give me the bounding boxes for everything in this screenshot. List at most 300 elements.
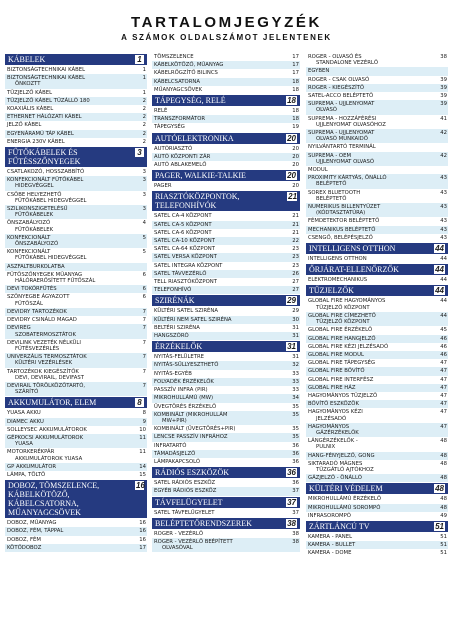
- entry-label: [7, 67, 136, 73]
- entry-label-line: MIKROHULLÁMÚ (MW): [154, 395, 214, 402]
- page-subtitle: A SZÁMOK OLDALSZÁMOT JELENTENEK: [121, 33, 332, 42]
- section-header: [152, 133, 300, 144]
- entry-label: [308, 438, 437, 450]
- entry-label-line: UJJLENYOMAT OLVASÓHOZ: [316, 121, 386, 128]
- entry-label: [7, 317, 136, 323]
- entry-page-number: 51: [440, 533, 447, 540]
- entry-label: [154, 379, 289, 385]
- entry-label-line: DEVIDRY TARTOZÉKOK: [7, 308, 67, 315]
- toc-entry: [306, 203, 448, 217]
- entry-page-number: 44: [440, 256, 447, 263]
- entry-label-line: TÁMADÁSJELZŐ: [154, 450, 196, 457]
- entry-label-line: TELL RIASZTÓKÖZPONT: [154, 279, 217, 286]
- entry-label-line: EGYÉB RÁDIÓS ESZKÖZ: [154, 488, 217, 495]
- entry-label: [308, 377, 437, 383]
- entry-label: [154, 246, 289, 252]
- entry-label-line: SOLLEYSEC AKKUMULÁTOROK: [7, 426, 87, 433]
- toc-entry: [5, 409, 147, 417]
- toc-entry: [5, 368, 147, 382]
- section-header: [152, 170, 300, 181]
- section-page-number: 8: [135, 398, 144, 407]
- toc-entry: [5, 285, 147, 293]
- entry-label-line: BELÉPTETŐ: [316, 195, 347, 202]
- toc-entry: [152, 370, 300, 378]
- toc-entry: [5, 426, 147, 434]
- entry-label: [7, 169, 136, 175]
- entry-label: [154, 183, 289, 189]
- entry-label: [7, 369, 136, 381]
- entry-label: [154, 108, 289, 114]
- toc-entry: [306, 367, 448, 375]
- toc-entry: [5, 463, 147, 471]
- entry-label-line: ASZFALTBURKOLATBA: [7, 263, 65, 270]
- entry-label-line: MŰANYAGCSÖVEK: [154, 86, 203, 93]
- section-page-number: 16: [136, 481, 145, 491]
- entry-label-line: SATEL CA-6 KÖZPONT: [154, 229, 212, 236]
- entry-label-line: DEVI TOKÓRFÜTÉS: [7, 286, 57, 293]
- entry-label-line: (KÓDTASZTATÚRA): [316, 210, 366, 217]
- entry-label-line: PROXIMITY KÁRTYÁS, ÖNÁLLÓ: [308, 175, 387, 182]
- entry-label-line: SOREX BLUETOOTH: [308, 189, 361, 196]
- entry-page-number: 17: [292, 70, 299, 77]
- entry-label: [154, 154, 289, 160]
- entry-label-line: SATEL INTEGRA KÖZPONT: [154, 262, 223, 269]
- entry-label: [308, 190, 437, 202]
- entry-page-number: 48: [440, 460, 447, 467]
- entry-label: [308, 385, 437, 391]
- entry-label: [308, 101, 437, 113]
- entry-page-number: 7: [142, 308, 146, 315]
- entry-page-number: 42: [440, 130, 447, 137]
- entry-label-line: TRANSZFORMÁTOR: [154, 116, 206, 123]
- entry-page-number: 33: [292, 378, 299, 385]
- entry-page-number: 21: [292, 213, 299, 220]
- entry-label: [308, 277, 437, 283]
- entry-label-line: BIZTONSÁGTECHNIKAI KÁBEL: [7, 75, 86, 82]
- entry-page-number: 43: [440, 189, 447, 196]
- entry-page-number: 3: [142, 206, 146, 213]
- entry-label-line: ROGER - OLVASÓ ÉS: [308, 54, 362, 60]
- entry-label-line: LÁMPAKAPCSOLÓ: [154, 458, 201, 465]
- entry-label: [154, 412, 289, 424]
- toc-entry: [152, 378, 300, 386]
- toc-entry: [152, 145, 300, 153]
- toc-entry: [306, 549, 448, 557]
- entry-label: [308, 336, 437, 342]
- entry-label: [154, 116, 289, 122]
- entry-label-line: BIZTONSÁGTECHNIKAI KÁBEL: [7, 67, 86, 73]
- toc-entry: [5, 471, 147, 479]
- entry-page-number: 35: [292, 434, 299, 441]
- section-title: KÁBELEK: [8, 55, 46, 64]
- entry-label-line: EGYENÁRAMÚ TÁP KÁBEL: [7, 130, 74, 137]
- entry-label: [308, 204, 437, 216]
- toc-entry: [5, 248, 147, 262]
- entry-label-line: SIKTARADÓ MÁGNES: [308, 460, 363, 467]
- entry-label: [7, 419, 136, 425]
- entry-page-number: 20: [292, 145, 299, 152]
- toc-entry: [152, 509, 300, 517]
- entry-label-line: ROGER - CSAK OLVASÓ: [308, 76, 370, 83]
- toc-entry: [306, 166, 448, 174]
- entry-label-line: GLOBAL FIRE HANGJELZŐ: [308, 335, 376, 342]
- entry-page-number: 47: [440, 401, 447, 408]
- entry-label-line: KÁBELCSATORNA: [154, 78, 200, 85]
- entry-page-number: 15: [139, 471, 146, 478]
- entry-page-number: 51: [440, 542, 447, 549]
- entry-page-number: 17: [292, 62, 299, 69]
- entry-page-number: 48: [440, 496, 447, 503]
- toc-entry: [306, 474, 448, 482]
- entry-label-line: KOMBINÁLT (MIKROHULLÁM: [154, 411, 228, 418]
- entry-label: [154, 87, 289, 93]
- entry-label: [7, 528, 136, 534]
- entry-page-number: 35: [292, 403, 299, 410]
- toc-entry: [152, 161, 300, 169]
- toc-entry: [5, 191, 147, 205]
- entry-label-line: UNIVERZÁLIS TERMOSZTÁTOK: [7, 354, 87, 361]
- entry-label-line: AUTÓ ABLAKEMELŐ: [154, 162, 207, 169]
- entry-label: [154, 426, 289, 432]
- entry-page-number: 47: [440, 368, 447, 375]
- entry-page-number: 21: [292, 221, 299, 228]
- toc-column-3: [306, 53, 448, 558]
- toc-entry: [152, 153, 300, 161]
- entry-label-line: LENCSE PASSZÍV INFRÁHOZ: [154, 434, 228, 441]
- toc-entry: [152, 411, 300, 425]
- entry-label-line: HAGYOMÁNYOS TŰZJELZŐ: [308, 392, 378, 399]
- entry-label: [7, 122, 136, 128]
- toc-entry: [306, 400, 448, 408]
- entry-label-line: SATEL CA-64 KÖZPONT: [154, 246, 215, 253]
- toc-entry: [152, 353, 300, 361]
- entry-page-number: 2: [142, 97, 146, 104]
- entry-label: [154, 213, 289, 219]
- entry-page-number: 7: [142, 368, 146, 375]
- toc-entry: [152, 361, 300, 369]
- entry-label-line: KAMERA - BULLET: [308, 542, 356, 549]
- entry-label-line: CSATLAKOZÓ, HOSSZABBÍTÓ: [7, 169, 85, 176]
- entry-label-line: DOBOZ, MŰANYAG: [7, 520, 57, 527]
- section-page-number: 51: [435, 521, 444, 531]
- entry-label: [308, 130, 437, 142]
- entry-label: [7, 340, 136, 352]
- toc-entry: [306, 67, 448, 75]
- entry-label: [7, 114, 136, 120]
- toc-entry: [152, 278, 300, 286]
- entry-label-line: BŐVÍTŐ ESZKÖZÖK: [308, 401, 359, 408]
- entry-page-number: 22: [292, 238, 299, 245]
- toc-entry: [152, 86, 300, 94]
- entry-page-number: 42: [440, 152, 447, 159]
- entry-label-line: PASSZÍV INFRA (PIR): [154, 387, 208, 394]
- entry-page-number: 21: [292, 229, 299, 236]
- entry-page-number: 1: [142, 67, 146, 73]
- entry-page-number: 7: [142, 317, 146, 324]
- entry-label: [7, 272, 136, 284]
- entry-page-number: 47: [440, 392, 447, 399]
- entry-page-number: 46: [440, 351, 447, 358]
- toc-entry: [306, 335, 448, 343]
- toc-entry: [5, 97, 147, 105]
- section-title: INTELLIGENS OTTHON: [309, 244, 396, 254]
- toc-entry: [306, 512, 448, 520]
- entry-page-number: 37: [292, 509, 299, 516]
- toc-entry: [5, 121, 147, 129]
- section-page-number: 21: [288, 192, 298, 202]
- entry-page-number: 36: [292, 480, 299, 487]
- entry-page-number: 38: [292, 530, 299, 537]
- entry-label-line: DEVIDRY CSINÁLD MAGAD: [7, 317, 77, 324]
- entry-label-line: FOLYADÉK ÉRZÉKELŐK: [154, 378, 214, 385]
- entry-label: [308, 409, 437, 421]
- entry-label: [154, 62, 289, 68]
- section-title: DOBOZ, TÖMSZELENCE, KÁBELKÖTÖZŐ, KÁBELCSATORNA, MŰANYAGCSÖVEK: [8, 481, 100, 518]
- entry-label: [154, 271, 289, 277]
- entry-page-number: 7: [142, 325, 146, 332]
- toc-entry: [5, 176, 147, 190]
- entry-label-line: SATEL TÁVFELÜGYELET: [154, 509, 215, 516]
- section-title: RIASZTÓKÖZPONTOK, TELEFONHÍVÓK: [155, 192, 240, 211]
- entry-label: [308, 68, 437, 74]
- entry-label-line: DEVIRAIL TÖRÖLKÖZŐTARTÓ,: [7, 382, 86, 389]
- entry-page-number: 31: [292, 333, 299, 340]
- entry-label: [308, 313, 437, 325]
- section-header: [152, 95, 300, 106]
- toc-entry: [5, 74, 147, 88]
- entry-label-line: OLVASÓ MUNKAIDŐ: [316, 136, 368, 143]
- toc-entry: [152, 479, 300, 487]
- toc-entry: [306, 326, 448, 334]
- entry-label-line: LÁNGÉRZÉKELŐK -: [308, 438, 358, 445]
- entry-page-number: 33: [292, 387, 299, 394]
- entry-label-line: NYITÁS-EGYÉB: [154, 370, 192, 377]
- entry-page-number: 1: [142, 75, 146, 82]
- toc-entry: [5, 113, 147, 121]
- entry-label-line: NUMERIKUS BILLENTYŰZET: [308, 204, 381, 211]
- entry-page-number: 37: [292, 488, 299, 495]
- entry-label-line: HANGSZÓRÓ: [154, 333, 189, 340]
- entry-label-line: YUASA AKKU: [7, 410, 41, 417]
- section-page-number: 20: [287, 171, 296, 181]
- entry-label-line: JELZÉSADÓ: [316, 415, 347, 422]
- toc-entry: [306, 143, 448, 151]
- entry-page-number: 18: [292, 116, 299, 123]
- entry-label: [154, 510, 289, 516]
- entry-page-number: 36: [292, 450, 299, 457]
- section-title: ŐRJÁRAT-ELLENŐRZŐK: [309, 265, 399, 275]
- entry-label-line: HÁLÓRAERŐSÍTETT FŰTŐSZÁL: [15, 278, 96, 285]
- entry-label-line: GÁZÉRZÉKELŐK: [316, 429, 359, 436]
- toc-entry: [5, 418, 147, 426]
- entry-label-line: INFRASOROMPÓ: [308, 512, 351, 519]
- entry-label: [154, 443, 289, 449]
- entry-label-line: KÜLTÉRI SATEL SZIRÉNA: [154, 308, 218, 315]
- entry-label-line: AUTÓ KÖZPONTI ZÁR: [154, 153, 211, 160]
- entry-label: [308, 327, 437, 333]
- entry-page-number: 7: [142, 382, 146, 389]
- entry-page-number: 46: [440, 343, 447, 350]
- entry-page-number: 17: [139, 544, 146, 551]
- entry-label-line: TÁPEGYSÉG: [154, 124, 185, 131]
- entry-label-line: GÉPKOCSI AKKUMULÁTOROK: [7, 434, 84, 441]
- entry-label: [7, 131, 136, 137]
- entry-page-number: 38: [440, 54, 447, 60]
- entry-label: [7, 139, 136, 145]
- entry-label: [154, 222, 289, 228]
- entry-label: [308, 401, 437, 407]
- entry-label-line: JELZŐ KÁBEL: [7, 122, 42, 129]
- entry-label-line: KONFEKCIONÁLT FŰTŐKÁBEL: [7, 177, 84, 184]
- entry-page-number: 43: [440, 218, 447, 225]
- entry-page-number: 23: [292, 246, 299, 253]
- entry-label: [7, 90, 136, 96]
- entry-page-number: 2: [142, 138, 146, 145]
- entry-page-number: 10: [139, 426, 146, 433]
- toc-entry: [5, 138, 147, 146]
- entry-label: [7, 220, 136, 232]
- entry-page-number: 17: [292, 54, 299, 60]
- entry-label-line: SZOBATERMOSZTÁTOK: [15, 331, 76, 338]
- entry-label: [308, 393, 437, 399]
- entry-page-number: 43: [440, 204, 447, 211]
- entry-label-line: OLVASÓ: [316, 107, 337, 114]
- entry-label-line: TARTOZÉKOK KIEGÉSZÍTŐK: [7, 368, 79, 375]
- entry-label: [7, 206, 136, 218]
- entry-page-number: 47: [440, 360, 447, 367]
- toc-entry: [306, 343, 448, 351]
- entry-label-line: KAMERA - DOME: [308, 550, 352, 557]
- entry-label-line: ENERGIA 230V KÁBEL: [7, 138, 65, 145]
- entry-label: [154, 404, 289, 410]
- entry-page-number: 44: [440, 298, 447, 305]
- entry-label-line: SZILIKONSZIGETELÉSŰ: [7, 206, 68, 213]
- section-header: [152, 467, 300, 478]
- entry-page-number: 5: [142, 234, 146, 241]
- toc-entry: [306, 276, 448, 284]
- entry-label: [308, 54, 437, 66]
- entry-page-number: 20: [292, 183, 299, 190]
- entry-label: [308, 218, 437, 224]
- entry-label: [7, 520, 136, 526]
- toc-entry: [5, 130, 147, 138]
- entry-label: [7, 177, 136, 189]
- entry-label: [154, 317, 289, 323]
- entry-page-number: 16: [139, 536, 146, 543]
- toc-entry: [152, 221, 300, 229]
- entry-label-line: ÖNSZABÁLYOZÓ: [7, 220, 51, 227]
- entry-page-number: 33: [292, 370, 299, 377]
- section-page-number: 1: [135, 55, 144, 64]
- entry-label: [7, 435, 136, 447]
- section-title: ZÁRTLÁNCÚ TV: [309, 521, 370, 531]
- entry-label: [308, 344, 437, 350]
- toc-column-1: [5, 53, 147, 552]
- entry-label-line: LÁMPA, TÖLTŐ: [7, 471, 46, 478]
- toc-entry: [306, 100, 448, 114]
- entry-label-line: STANDALONE VEZÉRLŐ: [316, 60, 379, 67]
- entry-label-line: GLOBAL FIRE ÉRZÉKELŐ: [308, 327, 373, 334]
- entry-label: [154, 434, 289, 440]
- section-page-number: 44: [435, 265, 444, 275]
- entry-page-number: 6: [142, 271, 146, 278]
- toc-entry: [5, 324, 147, 338]
- section-title: AUTÓELEKTRONIKA: [155, 133, 234, 143]
- entry-label: [308, 513, 437, 519]
- entry-label-line: AUTÓRIASZTÓ: [154, 145, 193, 152]
- section-header: [5, 147, 147, 167]
- entry-page-number: 23: [292, 262, 299, 269]
- entry-label: [7, 472, 136, 478]
- toc-entry: [306, 255, 448, 263]
- entry-label: [154, 371, 289, 377]
- entry-page-number: 48: [440, 452, 447, 459]
- toc-entry: [152, 403, 300, 411]
- toc-entry: [306, 541, 448, 549]
- entry-label-line: FŰTŐSZÁL: [15, 300, 43, 307]
- entry-page-number: 39: [440, 76, 447, 83]
- entry-page-number: 2: [142, 114, 146, 121]
- entry-page-number: 14: [139, 463, 146, 470]
- entry-label: [154, 279, 289, 285]
- toc-entry: [152, 69, 300, 77]
- entry-label-line: GLOBAL FIRE KÉZI JELZÉSADÓ: [308, 343, 389, 350]
- entry-label: [7, 286, 136, 292]
- entry-label: [308, 352, 437, 358]
- toc-entry: [306, 408, 448, 422]
- entry-page-number: 11: [139, 449, 146, 456]
- toc-entry: [306, 174, 448, 188]
- entry-page-number: 1: [142, 89, 146, 96]
- entry-label-line: NYILVÁNTARTÓ TERMINÁL: [308, 144, 376, 151]
- entry-label-line: GÁZJELZŐ - ÖNÁLLÓ: [308, 475, 362, 482]
- entry-label-line: AKKUMULÁTOROK YUASA: [15, 455, 83, 462]
- toc-entry: [306, 92, 448, 100]
- section-page-number: 20: [287, 133, 296, 143]
- entry-page-number: 38: [292, 538, 299, 545]
- toc-entry: [306, 189, 448, 203]
- entry-label: [308, 461, 437, 473]
- entry-label-line: BELTÉRI SZIRÉNA: [154, 324, 200, 331]
- entry-label: [7, 235, 136, 247]
- toc-entry: [306, 297, 448, 311]
- toc-entry: [152, 538, 300, 552]
- entry-label-line: ELEKTROMECHANIKUS: [308, 277, 368, 284]
- entry-label-line: GLOBAL FIRE CÍMEZHETŐ: [308, 312, 376, 319]
- toc-entry: [306, 392, 448, 400]
- section-header: [152, 191, 300, 211]
- entry-label-line: KAMERA - PANEL: [308, 533, 353, 540]
- entry-label: [308, 298, 437, 310]
- entry-label-line: SUPREMA - UJJLENYOMAT: [308, 101, 375, 108]
- entry-label: [154, 54, 289, 60]
- toc-entry: [306, 76, 448, 84]
- section-title: BELÉPTETŐRENDSZEREK: [155, 518, 252, 528]
- entry-page-number: 35: [292, 426, 299, 433]
- section-header: [5, 480, 147, 518]
- entry-page-number: 23: [292, 254, 299, 261]
- entry-page-number: 18: [292, 78, 299, 85]
- entry-label: [308, 475, 437, 481]
- entry-label: [7, 383, 136, 395]
- entry-label: [308, 360, 437, 366]
- entry-label-line: SUPREMA - HOZZÁFÉRÉSI: [308, 115, 377, 122]
- entry-label-line: INTELLIGENS OTTHON: [308, 256, 367, 263]
- entry-label-line: SATEL TÁVVEZÉRLŐ: [154, 270, 207, 277]
- entry-label: [308, 235, 437, 241]
- entry-label: [154, 263, 289, 269]
- toc-entry: [152, 182, 300, 190]
